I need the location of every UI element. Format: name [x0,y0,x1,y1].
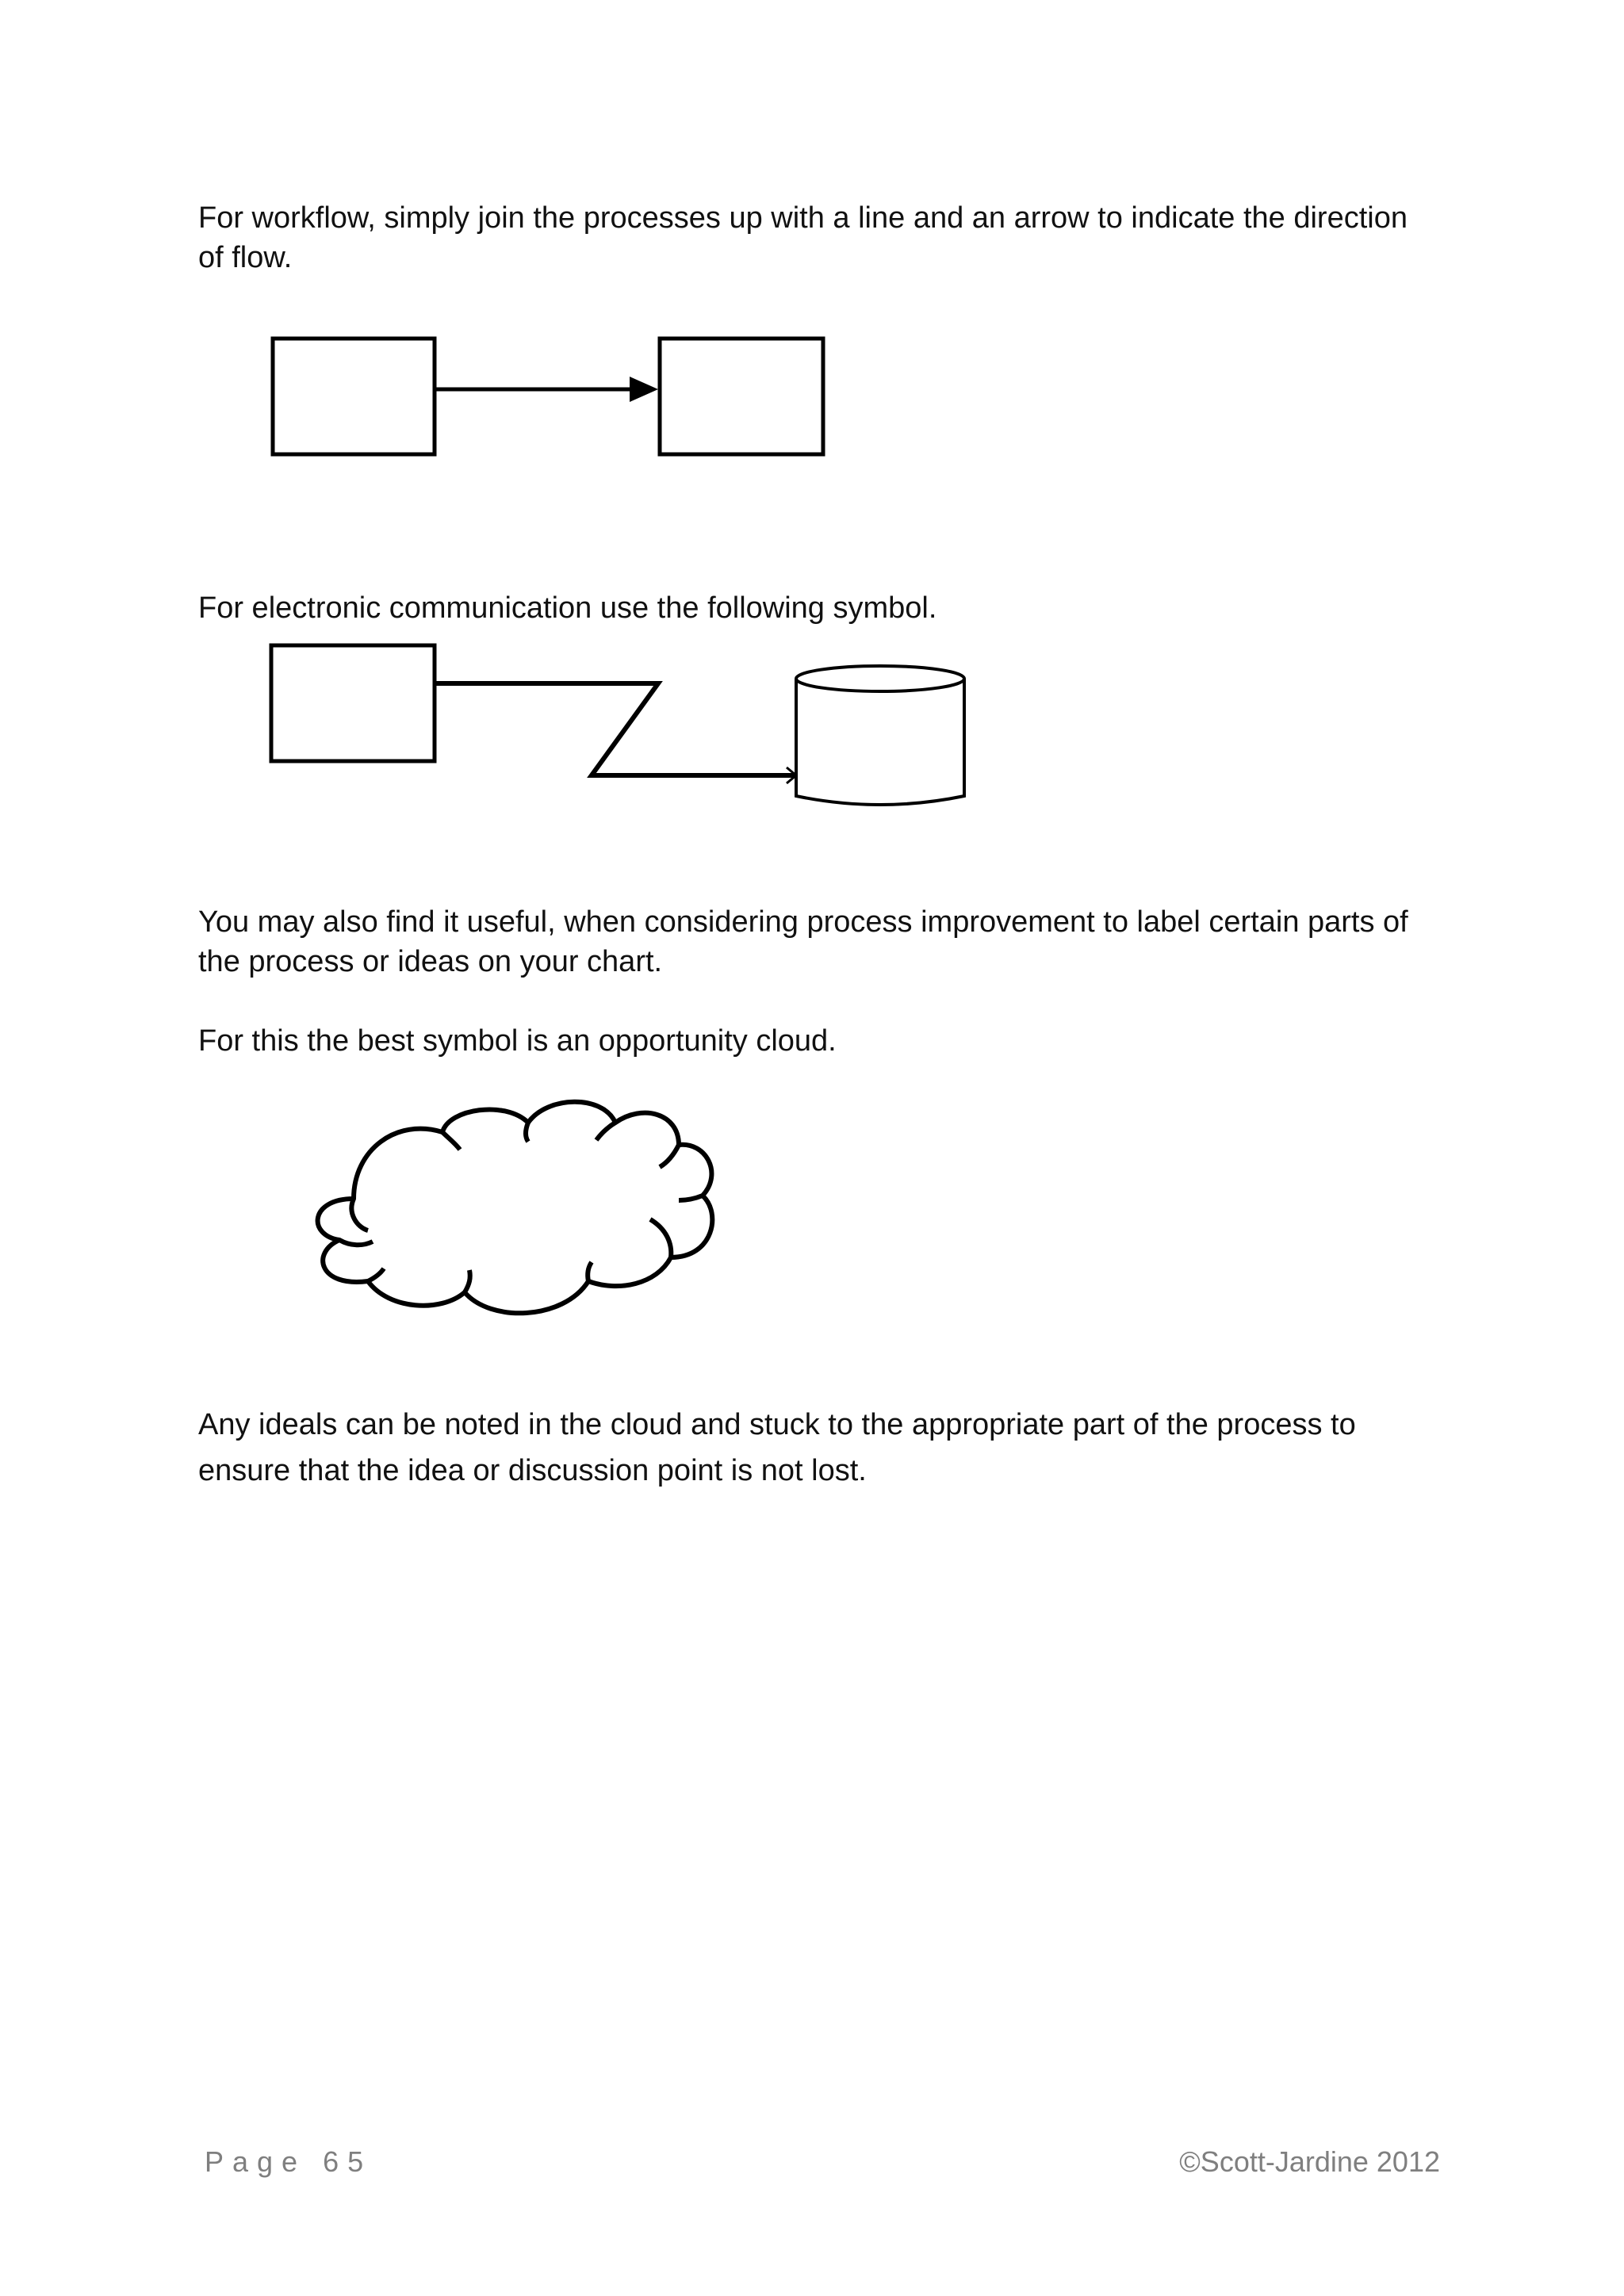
page-number: Page 65 [205,2145,373,2178]
database-cylinder-icon [796,666,964,805]
process-box-left [273,339,435,454]
electronic-paragraph: For electronic communication use the following symbol. [198,591,937,625]
best-symbol-paragraph: For this the best symbol is an opportunity cloud. [198,1024,837,1058]
ideals-paragraph: Any ideals can be noted in the cloud and stuck to the appropriate part of the process to ensure that the idea or discussion point is not lost. [198,1408,1356,1487]
copyright-notice: ©Scott-Jardine 2012 [1179,2145,1440,2178]
process-box [271,645,435,761]
opportunity-cloud-diagram [301,1094,745,1332]
electronic-communication-diagram [262,634,975,825]
workflow-paragraph: For workflow, simply join the processes up with a line and an arrow to indicate the direction of flow. [198,201,1408,274]
opportunity-cloud-icon [318,1102,713,1314]
workflow-diagram [262,321,848,472]
lightning-connector [435,683,795,775]
improvement-paragraph: You may also find it useful, when considering process improvement to label certain parts of the process or ideas on your chart. [198,905,1408,978]
process-box-right [660,339,823,454]
flow-arrowhead [630,377,658,402]
